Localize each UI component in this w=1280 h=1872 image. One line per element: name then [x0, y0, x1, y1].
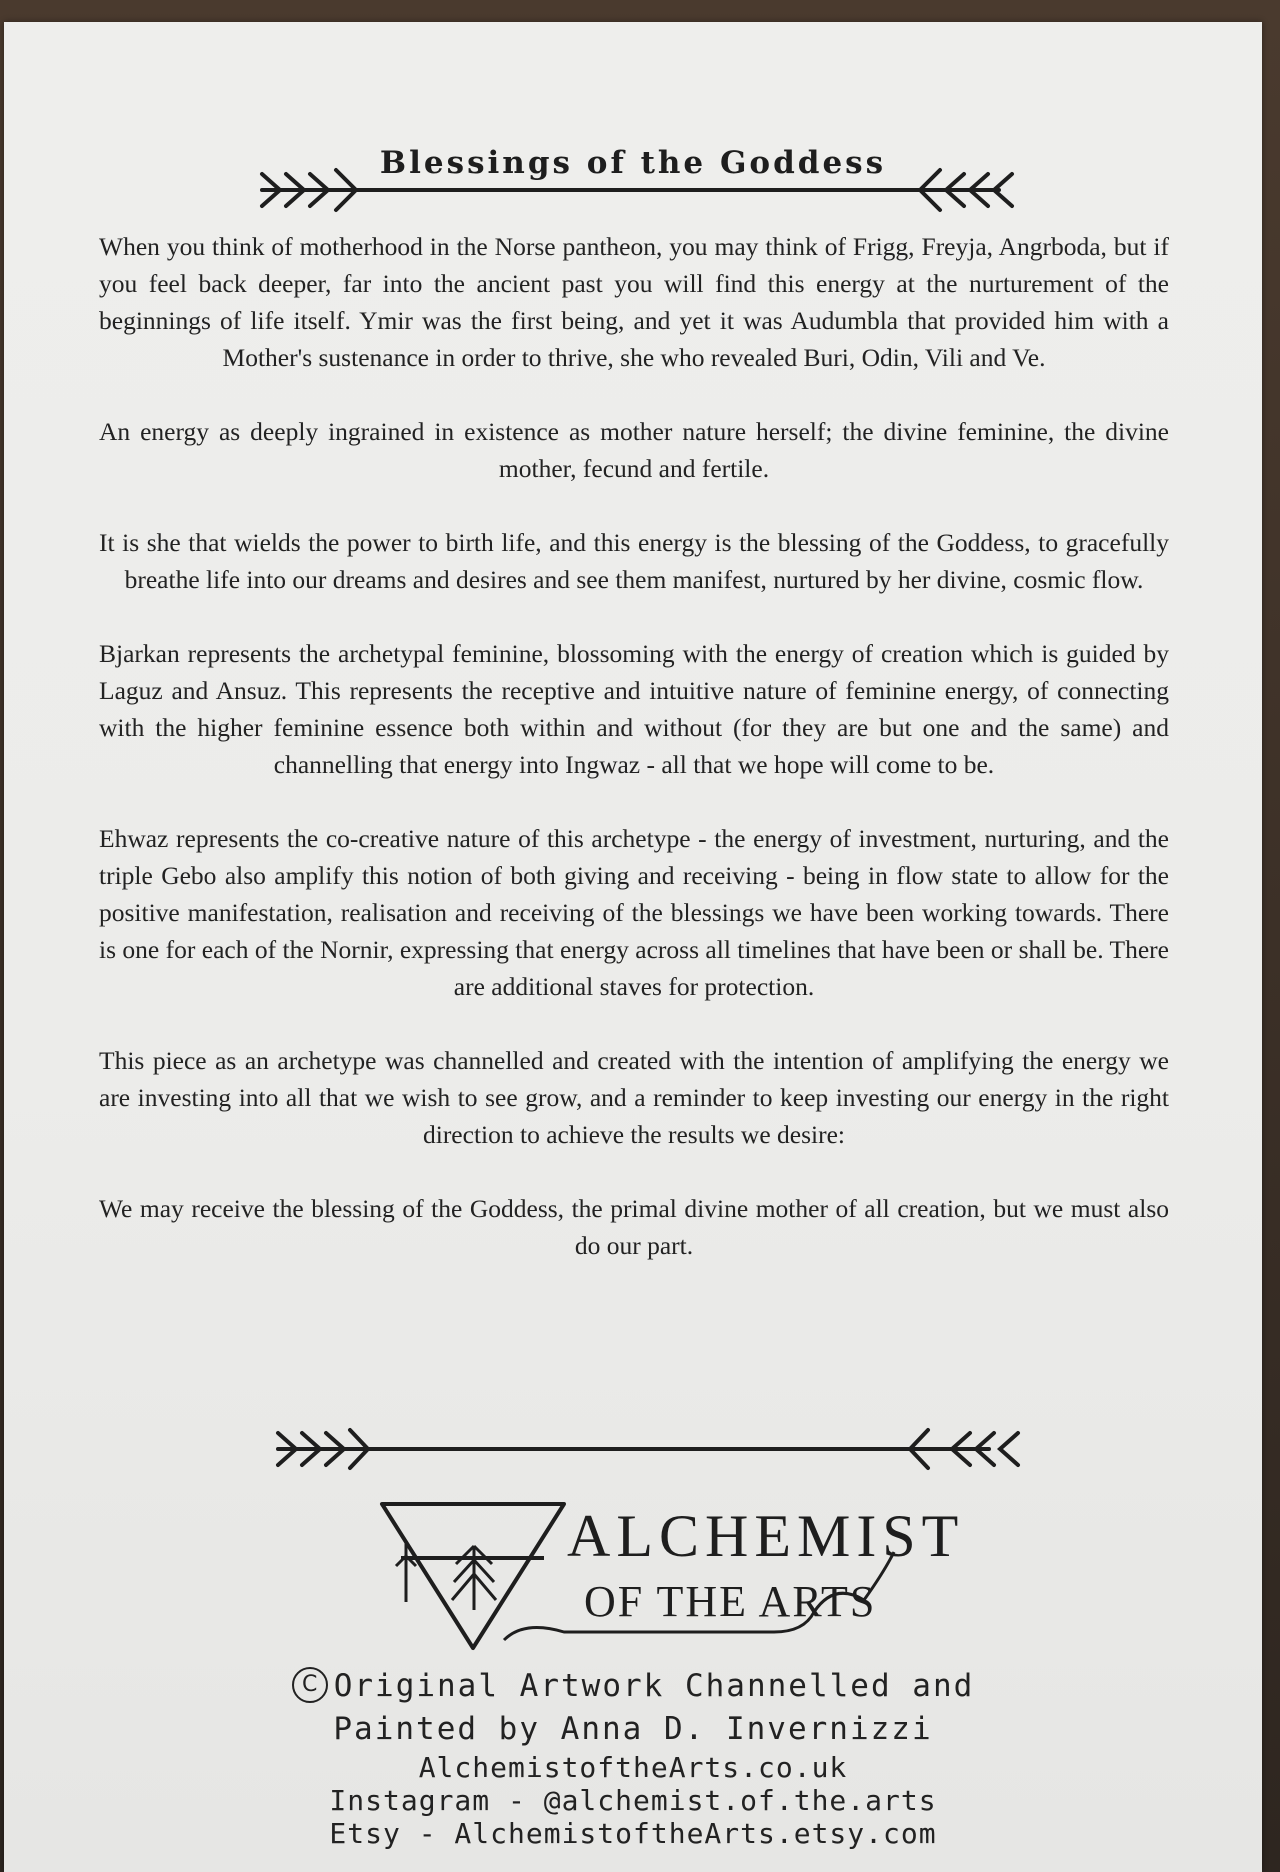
credits-line-1: C Original Artwork Channelled and — [4, 1665, 1262, 1708]
alchemist-logo — [4, 1492, 1262, 1662]
paragraph-5: Ehwaz represents the co-creative nature of this archetype - the energy of investment, nurturing, and the triple Gebo also amplify this notion of both giving and receiving - being in flow state to allow for the positive manifestation, realisation and receiving of the blessings we have been working towards. There is one for each of the Nornir, expressing that energy across all timelines that have been or shall be. There are additional staves for protection. — [99, 824, 1169, 1001]
printed-page — [4, 22, 1262, 1872]
paragraph-4: Bjarkan represents the archetypal feminine, blossoming with the energy of creation which is guided by Laguz and Ansuz. This represents the receptive and intuitive nature of feminine energy, of connecting with the higher feminine essence both within and without (for they are but one and the same) and channelling that energy into Ingwaz - all that we hope will come to be. — [99, 639, 1169, 779]
document-title: Blessings of the Goddess — [379, 145, 887, 181]
paragraph-7: We may receive the blessing of the Goddess, the primal divine mother of all creation, but we must also do our part. — [99, 1194, 1169, 1260]
tree-icon — [452, 1546, 496, 1610]
logo-line-1: ALCHEMIST — [567, 1503, 965, 1569]
paragraph-2: An energy as deeply ingrained in existence as mother nature herself; the divine feminine, the divine mother, fecund and fertile. — [99, 417, 1169, 483]
logo-line-2: OF THE ARTS — [584, 1577, 877, 1626]
website-link[interactable]: AlchemistoftheArts.co.uk — [418, 1751, 848, 1784]
document-body — [99, 228, 1169, 1301]
credits-line-2: Painted by Anna D. Invernizzi — [333, 1711, 933, 1747]
logo-wordmark — [567, 1503, 964, 1626]
arrow-divider-bottom — [4, 1424, 1262, 1474]
paragraph-1: When you think of motherhood in the Norse pantheon, you may think of Frigg, Freyja, Angrboda, but if you feel back deeper, far into the ancient past you will find this energy at the nurturement of the beginnings of life itself. Ymir was the first being, and yet it was Audumbla that provided him with a Mother's sustenance in order to thrive, she who revealed Buri, Odin, Vili and Ve. — [99, 232, 1169, 372]
paragraph-6: This piece as an archetype was channelled and created with the intention of amplifying the energy we are investing into all that we wish to see grow, and a reminder to keep investing our energy in the right direction to achieve the results we desire: — [99, 1046, 1169, 1149]
paragraph-3: It is she that wields the power to birth life, and this energy is the blessing of the Goddess, to gracefully breathe life into our dreams and desires and see them manifest, nurtured by her divine, cosmic flow. — [99, 528, 1169, 594]
etsy-link[interactable]: Etsy - AlchemistoftheArts.etsy.com — [329, 1817, 937, 1850]
instagram-handle[interactable]: Instagram - @alchemist.of.the.arts — [329, 1784, 937, 1817]
copyright-icon: C — [292, 1667, 328, 1703]
title-banner — [4, 140, 1262, 220]
credits-block — [4, 1665, 1262, 1850]
